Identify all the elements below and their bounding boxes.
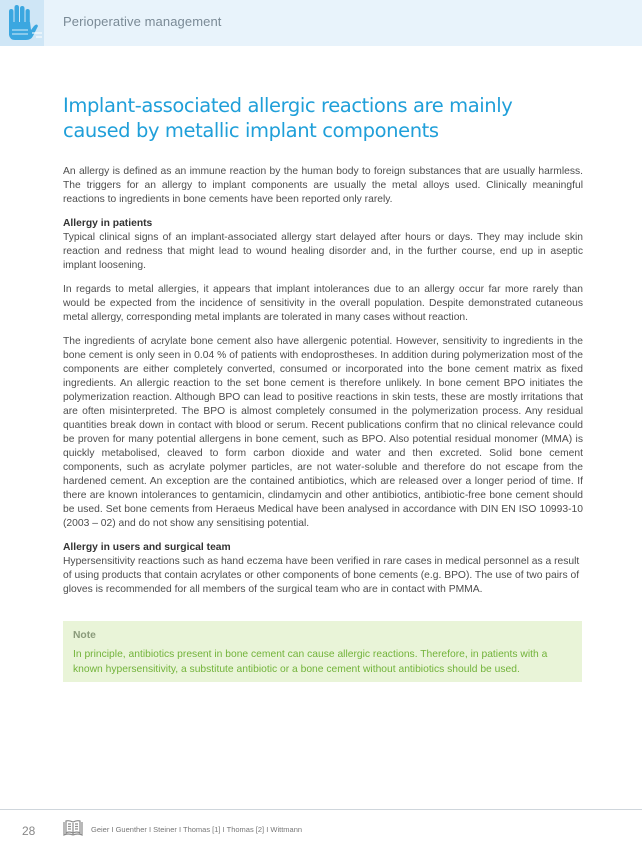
footer-authors: Geier I Guenther I Steiner I Thomas [1] I Thomas [2] I Wittmann	[91, 825, 303, 834]
paragraph: Hypersensitivity reactions such as hand eczema have been verified in rare cases in medical personnel as a result of using products that contain acrylates or other components of bone cements (e.g. BPO). The use of two pairs of gloves is recommended for all members of the surgical team who are in contact with PMMA.	[63, 556, 580, 595]
paragraph: Typical clinical signs of an implant-associated allergy start delayed after hours or days. They may include skin reaction and redness that might lead to wound healing disorder and, in the further course, end up in aseptic implant loosening.	[63, 232, 583, 271]
paragraph: The ingredients of acrylate bone cement also have allergenic potential. However, sensitivity to ingredients in the bone cement is only seen in 0.04 % of patients with endoprostheses. In addition during polymerization most of the components are either completely converted, consumed or incorporated into the bone cement matrix as fixed ingredients. An allergic reaction to the set bone cement is therefore unlikely. In bone cement BPO initiates the polymerization reaction. Although BPO can lead to positive reactions in skin tests, these are mostly irritations that are often misinterpreted. The BPO is almost completely consumed in the polymerization process. Any residual quantities break down in contact with blood or serum. Recent publications confirm that no clinical relevance could be proven for many potential allergens in bone cement, such as BPO. Also potential residual monomer (MMA) is quickly metabolised, cleaved to form carbon dioxide and water and then excreted. Solid bone cement components, such as acrylate polymer particles, are not water-soluble and therefore do not escape from the hardened cement. An exception are the contained antibiotics, which are released over a longer period of time. If there are known intolerances to gentamicin, clindamycin and other antibiotics, antibiotic-free bone cement should be used. Set bone cements from Heraeus Medical have been analysed in accordance with DIN EN ISO 10993-10 (2003 – 02) and do not show any sensitising potential.	[63, 336, 583, 529]
footer-divider	[0, 809, 642, 810]
paragraph: In regards to metal allergies, it appears that implant intolerances due to an allergy occur far more rarely than would be expected from the incidence of sensitivity in the overall population. Despite demonstrated cutaneous metal allergy, corresponding metal implants are tolerated in many cases without reaction.	[63, 284, 583, 323]
note-label: Note	[73, 630, 96, 641]
intro-paragraph: An allergy is defined as an immune reaction by the human body to foreign substances that are usually harmless. The triggers for an allergy to implant components are usually the metal alloys used. Clinically meaningful reactions to ingredients in bone cements have been reported only rarely.	[63, 166, 583, 205]
section-heading-users: Allergy in users and surgical team	[63, 542, 231, 553]
note-box	[63, 621, 582, 682]
hand-icon	[0, 0, 44, 46]
note-text: In principle, antibiotics present in bone cement can cause allergic reactions. Therefore, in patients with a known hypersensitivity, a substitute antibiotic or a bone cement without antibiotics should be used.	[73, 649, 548, 675]
header-title: Perioperative management	[63, 14, 222, 29]
main-content	[63, 165, 583, 607]
page-number: 28	[22, 824, 36, 838]
book-icon	[62, 818, 84, 838]
page-header	[0, 0, 642, 46]
section-heading-patients: Allergy in patients	[63, 218, 153, 229]
page-title: Implant-associated allergic reactions are mainly caused by metallic implant components	[63, 94, 513, 142]
